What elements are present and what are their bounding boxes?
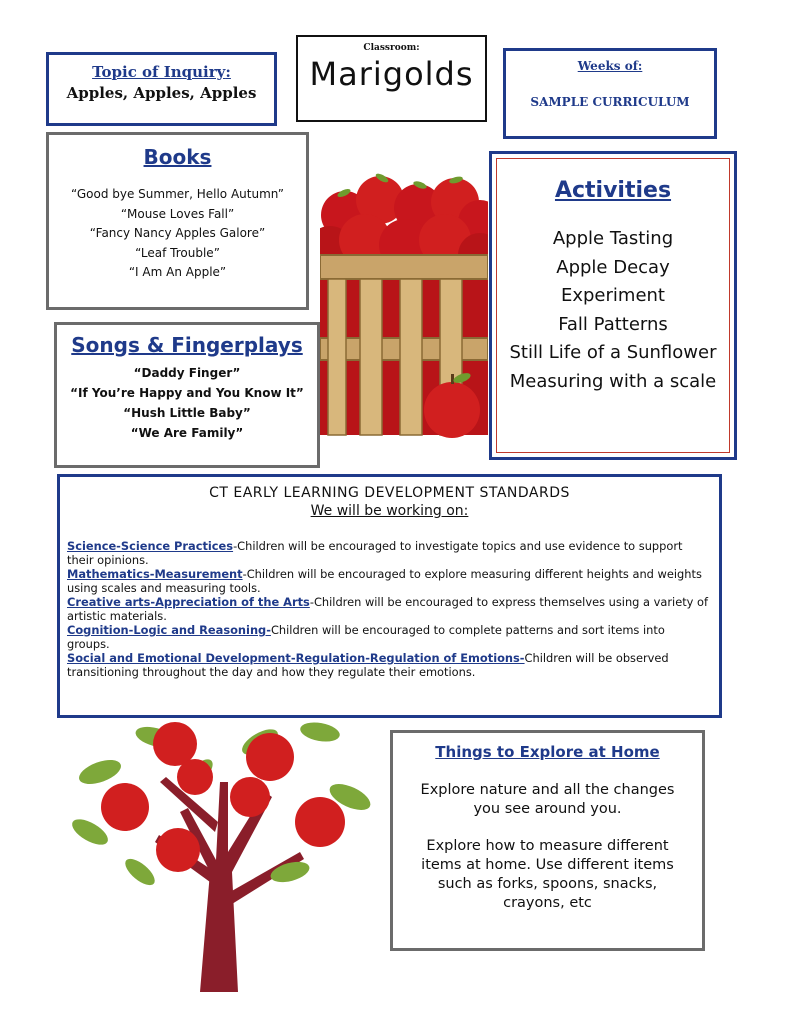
explore-paragraph: Explore nature and all the changes you see around you. <box>420 782 675 817</box>
standard-label: Mathematics-Measurement <box>67 567 243 581</box>
standard-text: Children will be encouraged to complete patterns and sort items into groups. <box>67 623 665 651</box>
standard-text: -Children will be encouraged to investigate topics and use evidence to support their opinions. <box>67 539 683 567</box>
topic-value: Apples, Apples, Apples <box>66 84 257 102</box>
activities-inner-border <box>496 158 730 453</box>
standard-text: Children will be observed transitioning throughout the day and how they regulate their emotions. <box>67 651 669 679</box>
standard-item <box>67 623 709 651</box>
explore-paragraph: Explore how to measure different items at home. Use different items such as forks, spoons, snacks, crayons, etc <box>421 838 674 911</box>
book-item: “Leaf Trouble” <box>135 245 220 260</box>
song-item: “Daddy Finger” <box>133 366 241 380</box>
book-item: “Fancy Nancy Apples Galore” <box>89 226 266 240</box>
classroom-name: Marigolds <box>309 55 474 93</box>
books-box <box>46 132 309 310</box>
songs-box <box>54 322 320 468</box>
weeks-box <box>503 48 717 139</box>
standard-label: Cognition-Logic and Reasoning- <box>67 623 271 637</box>
book-item: “I Am An Apple” <box>128 265 227 279</box>
explore-box <box>390 730 705 951</box>
apple-basket-illustration <box>320 160 488 440</box>
classroom-label: Classroom: <box>363 43 420 53</box>
books-title: Books <box>143 145 212 169</box>
activity-item: Apple Tasting <box>552 228 674 249</box>
book-item: “Good bye Summer, Hello Autumn” <box>71 187 284 201</box>
standards-list <box>67 539 709 679</box>
standard-label: Science-Science Practices <box>67 539 234 553</box>
standard-label: Social and Emotional Development-Regulation-Regulation of Emotions- <box>67 651 525 665</box>
standard-text: -Children will be encouraged to express themselves using a variety of artistic materials. <box>67 595 709 623</box>
book-item: “Mouse Loves Fall” <box>120 206 235 221</box>
song-item: “If You’re Happy and You Know It” <box>70 386 304 400</box>
activity-item: Measuring with a scale <box>509 370 717 392</box>
topic-label: Topic of Inquiry: <box>92 63 231 81</box>
standard-label: Creative arts-Appreciation of the Arts <box>67 595 310 609</box>
standard-item <box>67 539 709 567</box>
classroom-box <box>296 35 487 122</box>
activity-item: Fall Patterns <box>558 313 668 335</box>
tree-trunk <box>155 777 304 992</box>
activities-title: Activities <box>554 178 672 203</box>
activity-item: Still Life of a Sunflower <box>509 342 717 363</box>
activities-box <box>489 151 737 460</box>
standard-item <box>67 651 709 679</box>
standards-box <box>57 474 722 718</box>
song-item: “We Are Family” <box>130 426 244 440</box>
activity-item: Experiment <box>560 285 665 306</box>
apple-tree-illustration <box>60 722 380 992</box>
explore-title: Things to Explore at Home <box>435 743 660 761</box>
topic-box <box>46 52 277 126</box>
standard-text: -Children will be encouraged to explore measuring different heights and weights using scales and measuring tools. <box>67 567 702 595</box>
activity-item: Apple Decay <box>556 256 670 278</box>
standards-title: CT EARLY LEARNING DEVELOPMENT STANDARDS <box>209 485 570 501</box>
standards-subtitle: We will be working on: <box>310 503 469 519</box>
weeks-label: Weeks of: <box>577 59 643 73</box>
weeks-value: SAMPLE CURRICULUM <box>530 95 690 109</box>
songs-title: Songs & Fingerplays <box>71 333 303 357</box>
standard-item <box>67 567 709 595</box>
song-item: “Hush Little Baby” <box>123 406 251 420</box>
standard-item <box>67 595 709 623</box>
